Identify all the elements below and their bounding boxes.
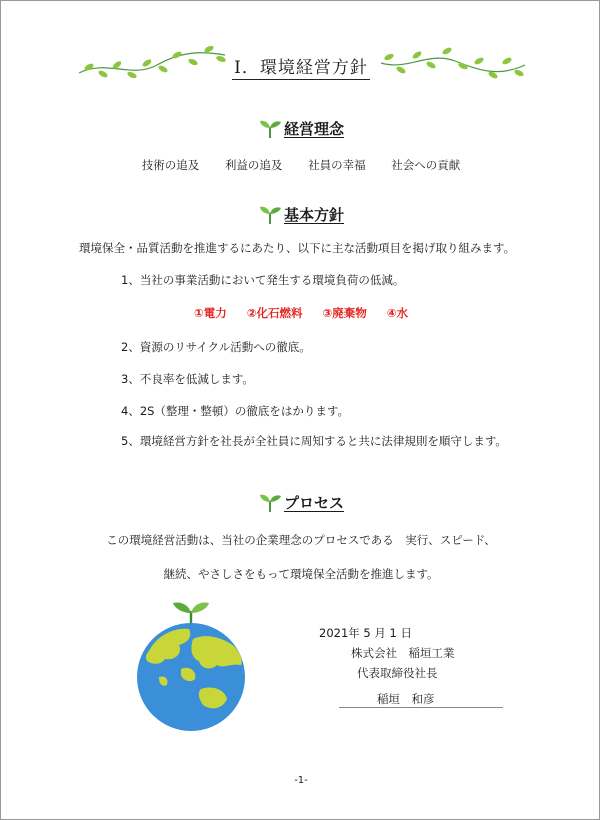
policy-item-1: 1、当社の事業活動において発生する環境負荷の低減。 [121, 273, 405, 287]
sprout-icon [258, 203, 282, 225]
section-heading-text: 基本方針 [283, 206, 344, 224]
policy-item-2: 2、資源のリサイクル活動への徹底。 [121, 340, 311, 354]
philosophy-item: 利益の追及 [224, 158, 283, 172]
section-heading-philosophy [1, 117, 600, 143]
signature-line [339, 707, 503, 708]
signature-position: 代表取締役社長 [357, 666, 438, 680]
impact-items [1, 305, 600, 321]
sprout-icon [258, 491, 282, 513]
page-title: Ⅰ．環境経営方針 [234, 58, 368, 78]
page-number: -1- [294, 775, 308, 786]
philosophy-items [1, 157, 600, 173]
impact-item: ②化石燃料 [246, 306, 303, 320]
impact-item: ①電力 [193, 306, 227, 320]
philosophy-item: 社会への貢献 [391, 158, 461, 172]
section-heading-basic-policy [1, 203, 600, 229]
section-heading-text: 経営理念 [283, 120, 344, 138]
signature-date: 2021年 5 月 1 日 [319, 626, 413, 640]
impact-item: ④水 [386, 306, 409, 320]
signature-company: 株式会社 稲垣工業 [351, 646, 455, 660]
sprout-icon [258, 117, 282, 139]
impact-item: ③廃棄物 [322, 306, 367, 320]
process-line-1: この環境経営活動は、当社の企業理念のプロセスである 実行、スピード、 [106, 533, 496, 547]
basic-policy-intro: 環境保全・品質活動を推進するにあたり、以下に主な活動項目を掲げ取り組みます。 [79, 241, 516, 255]
philosophy-item: 技術の追及 [141, 158, 200, 172]
policy-item-4: 4、2S（整理・整頓）の徹底をはかります。 [121, 404, 350, 418]
philosophy-item: 社員の幸福 [308, 158, 366, 172]
policy-item-5: 5、環境経営方針を社長が全社員に周知すると共に法律規則を順守します。 [121, 434, 507, 448]
policy-item-3: 3、不良率を低減します。 [121, 372, 254, 386]
vine-right-icon [379, 41, 527, 81]
signature-name: 稲垣 和彦 [377, 692, 435, 706]
process-line-2: 継続、やさしさをもって環境保全活動を推進します。 [163, 567, 439, 581]
earth-icon [131, 599, 251, 731]
section-heading-text: プロセス [283, 494, 344, 512]
section-heading-process [1, 491, 600, 517]
